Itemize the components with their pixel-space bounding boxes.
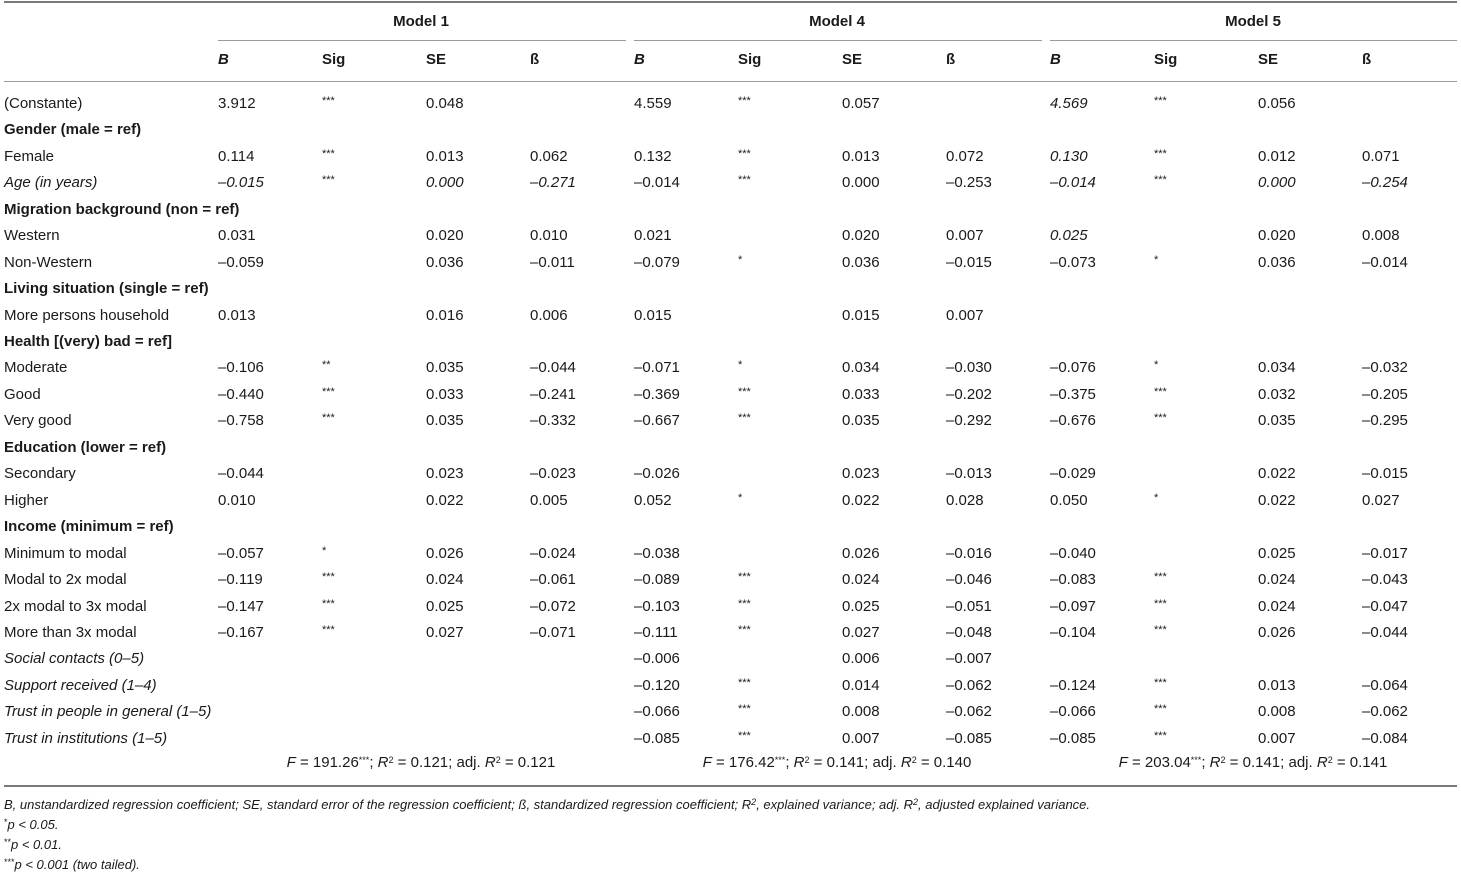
table-cell: 0.013 bbox=[426, 148, 464, 165]
table-cell: 0.057 bbox=[842, 95, 880, 112]
table-cell: 0.022 bbox=[1258, 465, 1296, 482]
table-cell: 0.007 bbox=[1258, 730, 1296, 747]
table-cell: –0.085 bbox=[946, 730, 992, 747]
column-header: B bbox=[634, 51, 645, 68]
table-cell: –0.062 bbox=[946, 677, 992, 694]
significance-mark: * bbox=[738, 254, 743, 266]
model-fit-stats: F = 191.26***; $R^2 = 0.121$; adj. $R^2 = 0.121$ bbox=[286, 754, 556, 771]
group-header: Health [(very) bad = ref] bbox=[4, 333, 172, 350]
significance-mark: *** bbox=[1154, 571, 1167, 583]
table-cell: 4.559 bbox=[634, 95, 672, 112]
table-cell: 0.071 bbox=[1362, 148, 1400, 165]
table-cell: –0.103 bbox=[634, 598, 680, 615]
table-cell: 4.569 bbox=[1050, 95, 1088, 112]
table-cell: –0.369 bbox=[634, 386, 680, 403]
table-cell: 0.034 bbox=[1258, 359, 1296, 376]
table-cell: –0.241 bbox=[530, 386, 576, 403]
significance-mark: *** bbox=[1154, 703, 1167, 715]
table-cell: –0.332 bbox=[530, 412, 576, 429]
significance-mark: *** bbox=[738, 412, 751, 424]
table-cell: 0.000 bbox=[842, 174, 880, 191]
row-label: 2x modal to 3x modal bbox=[4, 598, 147, 615]
significance-mark: *** bbox=[738, 624, 751, 636]
table-cell: 0.027 bbox=[842, 624, 880, 641]
significance-mark: *** bbox=[738, 703, 751, 715]
table-cell: 0.034 bbox=[842, 359, 880, 376]
table-cell: –0.085 bbox=[1050, 730, 1096, 747]
model-underline bbox=[634, 40, 1042, 41]
table-cell: 0.024 bbox=[842, 571, 880, 588]
table-cell: 0.006 bbox=[842, 650, 880, 667]
table-cell: –0.202 bbox=[946, 386, 992, 403]
table-cell: 0.007 bbox=[946, 307, 984, 324]
table-cell: 0.052 bbox=[634, 492, 672, 509]
table-cell: 0.036 bbox=[426, 254, 464, 271]
group-header: Migration background (non = ref) bbox=[4, 201, 240, 218]
significance-mark: * bbox=[738, 492, 743, 504]
table-cell: 0.025 bbox=[1050, 227, 1088, 244]
table-cell: 0.000 bbox=[426, 174, 464, 191]
table-cell: 0.050 bbox=[1050, 492, 1088, 509]
column-header: SE bbox=[842, 51, 863, 68]
table-cell: 0.020 bbox=[842, 227, 880, 244]
model-underline bbox=[218, 40, 626, 41]
table-cell: –0.014 bbox=[1050, 174, 1096, 191]
row-label: Western bbox=[4, 227, 60, 244]
table-cell: 0.007 bbox=[842, 730, 880, 747]
significance-mark: *** bbox=[1154, 148, 1167, 160]
table-cell: 0.132 bbox=[634, 148, 672, 165]
significance-mark: *** bbox=[738, 730, 751, 742]
table-cell: 0.020 bbox=[1258, 227, 1296, 244]
table-cell: 0.028 bbox=[946, 492, 984, 509]
column-header: SE bbox=[1258, 51, 1279, 68]
significance-mark: *** bbox=[322, 386, 335, 398]
significance-mark: *** bbox=[738, 174, 751, 186]
row-label: Higher bbox=[4, 492, 49, 509]
column-header: Sig bbox=[1154, 51, 1178, 68]
table-cell: 0.007 bbox=[946, 227, 984, 244]
table-cell: 0.033 bbox=[842, 386, 880, 403]
row-label: Support received (1–4) bbox=[4, 677, 157, 694]
table-cell: 0.022 bbox=[426, 492, 464, 509]
row-label: Minimum to modal bbox=[4, 545, 127, 562]
significance-mark: *** bbox=[322, 571, 335, 583]
table-cell: –0.044 bbox=[1362, 624, 1408, 641]
table-cell: –0.026 bbox=[634, 465, 680, 482]
table-cell: –0.084 bbox=[1362, 730, 1408, 747]
model-fit-stats: F = 176.42***; $R^2 = 0.141$; adj. $R^2 = 0.140$ bbox=[702, 754, 972, 771]
table-cell: 0.033 bbox=[426, 386, 464, 403]
row-label: Good bbox=[4, 386, 41, 403]
table-cell: 0.008 bbox=[1258, 703, 1296, 720]
table-legend: B, unstandardized regression coefficient; SE, standard error of the regression coefficient; ß, standardized regression coefficient; $R^2$, explained variance; adj. $R^2$, adjusted explained variance. bbox=[4, 796, 1091, 812]
table-cell: 0.027 bbox=[426, 624, 464, 641]
table-cell: –0.071 bbox=[530, 624, 576, 641]
table-cell: –0.066 bbox=[634, 703, 680, 720]
table-cell: 0.035 bbox=[1258, 412, 1296, 429]
top-rule bbox=[4, 1, 1457, 3]
table-cell: –0.047 bbox=[1362, 598, 1408, 615]
table-cell: –0.079 bbox=[634, 254, 680, 271]
table-cell: 0.032 bbox=[1258, 386, 1296, 403]
table-cell: –0.016 bbox=[946, 545, 992, 562]
table-cell: 0.000 bbox=[1258, 174, 1296, 191]
significance-mark: *** bbox=[322, 148, 335, 160]
table-cell: 0.008 bbox=[842, 703, 880, 720]
significance-mark: *** bbox=[738, 148, 751, 160]
table-cell: –0.051 bbox=[946, 598, 992, 615]
table-cell: –0.072 bbox=[530, 598, 576, 615]
table-cell: –0.023 bbox=[530, 465, 576, 482]
table-cell: 0.015 bbox=[842, 307, 880, 324]
table-cell: –0.676 bbox=[1050, 412, 1096, 429]
table-cell: 0.016 bbox=[426, 307, 464, 324]
table-cell: 0.022 bbox=[1258, 492, 1296, 509]
row-label: More than 3x modal bbox=[4, 624, 137, 641]
table-cell: –0.064 bbox=[1362, 677, 1408, 694]
significance-mark: *** bbox=[738, 386, 751, 398]
table-cell: 0.026 bbox=[1258, 624, 1296, 641]
table-cell: –0.007 bbox=[946, 650, 992, 667]
table-cell: –0.017 bbox=[1362, 545, 1408, 562]
table-cell: –0.032 bbox=[1362, 359, 1408, 376]
table-cell: –0.758 bbox=[218, 412, 264, 429]
table-cell: –0.254 bbox=[1362, 174, 1408, 191]
significance-mark: * bbox=[738, 359, 743, 371]
table-cell: 0.015 bbox=[634, 307, 672, 324]
table-cell: –0.062 bbox=[946, 703, 992, 720]
significance-mark: * bbox=[1154, 359, 1159, 371]
column-header: Sig bbox=[738, 51, 762, 68]
significance-mark: *** bbox=[1154, 730, 1167, 742]
significance-footnote: **p < 0.01. bbox=[4, 836, 62, 852]
table-cell: –0.044 bbox=[218, 465, 264, 482]
table-cell: –0.271 bbox=[530, 174, 576, 191]
table-cell: –0.015 bbox=[1362, 465, 1408, 482]
table-cell: –0.119 bbox=[218, 571, 263, 588]
model-fit-stats: F = 203.04***; $R^2 = 0.141$; adj. $R^2 = 0.141$ bbox=[1118, 754, 1388, 771]
bottom-rule bbox=[4, 785, 1457, 787]
significance-mark: *** bbox=[322, 174, 335, 186]
table-cell: –0.440 bbox=[218, 386, 264, 403]
table-cell: –0.046 bbox=[946, 571, 992, 588]
row-label: Trust in people in general (1–5) bbox=[4, 703, 212, 720]
significance-mark: *** bbox=[1154, 386, 1167, 398]
model-title: Model 5 bbox=[1225, 13, 1281, 30]
row-label: Female bbox=[4, 148, 55, 165]
table-cell: –0.089 bbox=[634, 571, 680, 588]
table-cell: –0.011 bbox=[530, 254, 575, 271]
table-cell: –0.085 bbox=[634, 730, 680, 747]
table-cell: –0.014 bbox=[1362, 254, 1408, 271]
significance-mark: *** bbox=[738, 571, 751, 583]
table-cell: –0.030 bbox=[946, 359, 992, 376]
table-cell: 0.072 bbox=[946, 148, 984, 165]
table-cell: 0.013 bbox=[218, 307, 256, 324]
significance-mark: * bbox=[1154, 254, 1159, 266]
table-cell: –0.295 bbox=[1362, 412, 1408, 429]
table-cell: 0.025 bbox=[426, 598, 464, 615]
table-cell: 0.031 bbox=[218, 227, 256, 244]
table-cell: 0.013 bbox=[842, 148, 880, 165]
table-cell: 0.035 bbox=[842, 412, 880, 429]
row-label: Very good bbox=[4, 412, 72, 429]
significance-mark: * bbox=[1154, 492, 1159, 504]
significance-mark: *** bbox=[738, 677, 751, 689]
table-cell: –0.124 bbox=[1050, 677, 1096, 694]
group-header: Living situation (single = ref) bbox=[4, 280, 209, 297]
significance-mark: *** bbox=[322, 598, 335, 610]
table-cell: –0.073 bbox=[1050, 254, 1096, 271]
table-cell: –0.013 bbox=[946, 465, 992, 482]
significance-mark: *** bbox=[322, 95, 335, 107]
significance-footnote: ***p < 0.001 (two tailed). bbox=[4, 856, 140, 872]
table-cell: –0.006 bbox=[634, 650, 680, 667]
table-cell: 0.114 bbox=[218, 148, 255, 165]
significance-mark: *** bbox=[1154, 677, 1167, 689]
row-label: Age (in years) bbox=[4, 174, 98, 191]
table-cell: –0.062 bbox=[1362, 703, 1408, 720]
table-cell: –0.083 bbox=[1050, 571, 1096, 588]
row-label: Moderate bbox=[4, 359, 68, 376]
table-cell: 0.048 bbox=[426, 95, 464, 112]
column-header: ß bbox=[530, 51, 540, 68]
significance-mark: *** bbox=[1154, 598, 1167, 610]
table-cell: 0.036 bbox=[1258, 254, 1296, 271]
table-cell: –0.106 bbox=[218, 359, 264, 376]
table-cell: 0.056 bbox=[1258, 95, 1296, 112]
significance-mark: *** bbox=[1154, 174, 1167, 186]
table-cell: 0.020 bbox=[426, 227, 464, 244]
significance-mark: *** bbox=[1154, 624, 1167, 636]
group-header: Income (minimum = ref) bbox=[4, 518, 174, 535]
table-cell: 0.024 bbox=[1258, 571, 1296, 588]
column-header: SE bbox=[426, 51, 447, 68]
header-rule bbox=[4, 81, 1457, 82]
significance-mark: *** bbox=[322, 412, 335, 424]
table-cell: 0.035 bbox=[426, 359, 464, 376]
model-title: Model 1 bbox=[393, 13, 449, 30]
table-cell: 0.062 bbox=[530, 148, 568, 165]
row-label: Trust in institutions (1–5) bbox=[4, 730, 168, 747]
significance-mark: ** bbox=[322, 359, 331, 371]
table-cell: –0.253 bbox=[946, 174, 992, 191]
significance-mark: *** bbox=[738, 95, 751, 107]
significance-mark: *** bbox=[322, 624, 335, 636]
table-cell: 0.024 bbox=[1258, 598, 1296, 615]
table-cell: –0.066 bbox=[1050, 703, 1096, 720]
row-label: Modal to 2x modal bbox=[4, 571, 127, 588]
column-header: B bbox=[1050, 51, 1061, 68]
table-cell: –0.147 bbox=[218, 598, 264, 615]
table-cell: –0.375 bbox=[1050, 386, 1096, 403]
table-cell: –0.076 bbox=[1050, 359, 1096, 376]
table-cell: 0.010 bbox=[218, 492, 256, 509]
table-cell: 0.014 bbox=[842, 677, 880, 694]
table-cell: 0.027 bbox=[1362, 492, 1400, 509]
column-header: Sig bbox=[322, 51, 346, 68]
column-header: B bbox=[218, 51, 229, 68]
table-cell: –0.104 bbox=[1050, 624, 1096, 641]
table-cell: –0.024 bbox=[530, 545, 576, 562]
table-cell: 0.023 bbox=[842, 465, 880, 482]
table-cell: –0.167 bbox=[218, 624, 264, 641]
significance-mark: *** bbox=[1154, 95, 1167, 107]
table-cell: –0.292 bbox=[946, 412, 992, 429]
significance-mark: *** bbox=[738, 598, 751, 610]
table-cell: –0.061 bbox=[530, 571, 576, 588]
group-header: Gender (male = ref) bbox=[4, 121, 142, 138]
table-cell: –0.059 bbox=[218, 254, 264, 271]
table-cell: –0.038 bbox=[634, 545, 680, 562]
table-cell: 0.008 bbox=[1362, 227, 1400, 244]
table-cell: 0.010 bbox=[530, 227, 568, 244]
table-cell: 0.013 bbox=[1258, 677, 1296, 694]
table-cell: 0.130 bbox=[1050, 148, 1088, 165]
table-cell: 0.025 bbox=[1258, 545, 1296, 562]
table-cell: 3.912 bbox=[218, 95, 256, 112]
table-cell: 0.021 bbox=[634, 227, 672, 244]
table-cell: –0.097 bbox=[1050, 598, 1096, 615]
column-header: ß bbox=[1362, 51, 1372, 68]
table-cell: –0.015 bbox=[946, 254, 992, 271]
row-label: Non-Western bbox=[4, 254, 93, 271]
significance-mark: *** bbox=[1154, 412, 1167, 424]
table-cell: –0.048 bbox=[946, 624, 992, 641]
row-label: (Constante) bbox=[4, 95, 83, 112]
significance-mark: * bbox=[322, 545, 327, 557]
row-label: Social contacts (0–5) bbox=[4, 650, 145, 667]
table-cell: –0.029 bbox=[1050, 465, 1096, 482]
table-cell: –0.205 bbox=[1362, 386, 1408, 403]
table-cell: 0.026 bbox=[842, 545, 880, 562]
column-header: ß bbox=[946, 51, 956, 68]
table-cell: 0.036 bbox=[842, 254, 880, 271]
table-cell: –0.043 bbox=[1362, 571, 1408, 588]
table-cell: 0.025 bbox=[842, 598, 880, 615]
table-cell: 0.012 bbox=[1258, 148, 1296, 165]
model-title: Model 4 bbox=[809, 13, 865, 30]
model-underline bbox=[1050, 40, 1457, 41]
significance-footnote: *p < 0.05. bbox=[4, 816, 59, 832]
table-cell: –0.014 bbox=[634, 174, 680, 191]
table-cell: –0.044 bbox=[530, 359, 576, 376]
table-cell: –0.667 bbox=[634, 412, 680, 429]
table-cell: 0.023 bbox=[426, 465, 464, 482]
table-cell: 0.005 bbox=[530, 492, 568, 509]
table-cell: 0.026 bbox=[426, 545, 464, 562]
table-cell: –0.120 bbox=[634, 677, 680, 694]
table-cell: –0.057 bbox=[218, 545, 264, 562]
table-cell: –0.071 bbox=[634, 359, 680, 376]
table-cell: 0.006 bbox=[530, 307, 568, 324]
group-header: Education (lower = ref) bbox=[4, 439, 167, 456]
row-label: More persons household bbox=[4, 307, 170, 324]
row-label: Secondary bbox=[4, 465, 76, 482]
table-cell: –0.015 bbox=[218, 174, 264, 191]
table-cell: –0.040 bbox=[1050, 545, 1096, 562]
table-cell: 0.035 bbox=[426, 412, 464, 429]
table-cell: 0.024 bbox=[426, 571, 464, 588]
table-cell: 0.022 bbox=[842, 492, 880, 509]
table-cell: –0.111 bbox=[634, 624, 678, 641]
